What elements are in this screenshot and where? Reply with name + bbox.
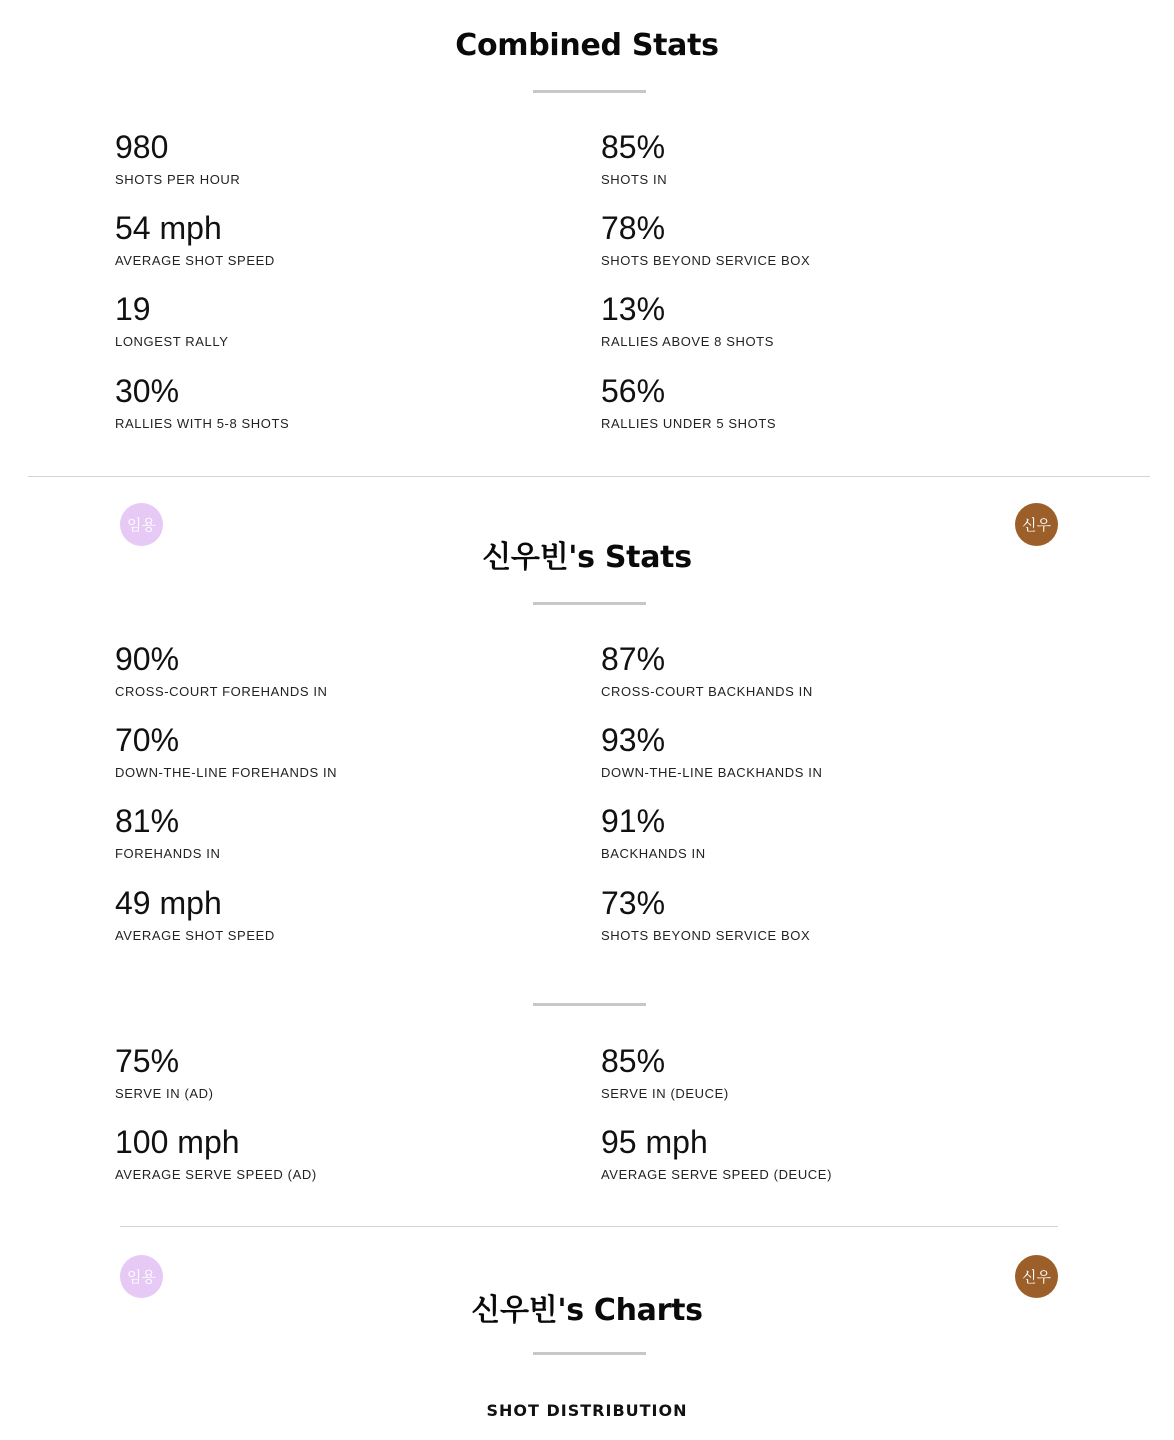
stat-serve-speed-deuce xyxy=(601,1125,1041,1183)
stat-label: SHOTS IN xyxy=(601,172,668,187)
title-underline xyxy=(533,90,646,93)
stat-value: 90% xyxy=(115,641,180,677)
stat-value: 85% xyxy=(601,1043,666,1079)
stat-cross-court-forehands xyxy=(115,642,555,700)
serve-divider xyxy=(533,1003,646,1006)
stat-label: AVERAGE SHOT SPEED xyxy=(115,928,275,943)
stat-label: DOWN-THE-LINE FOREHANDS IN xyxy=(115,765,338,780)
stat-label: SHOTS PER HOUR xyxy=(115,172,241,187)
stat-player-shots-beyond-service-box xyxy=(601,886,1041,944)
stat-value: 100 mph xyxy=(115,1124,240,1160)
stat-value: 70% xyxy=(115,722,180,758)
stat-label: FOREHANDS IN xyxy=(115,846,221,861)
stat-longest-rally xyxy=(115,292,555,350)
stat-value: 30% xyxy=(115,373,180,409)
stat-value: 73% xyxy=(601,885,666,921)
stat-rallies-5-8 xyxy=(115,374,555,432)
avatar-right[interactable]: 신우 xyxy=(1015,503,1058,546)
stat-forehands-in xyxy=(115,804,555,862)
stat-value: 95 mph xyxy=(601,1124,708,1160)
stat-dtl-forehands xyxy=(115,723,555,781)
stat-value: 13% xyxy=(601,291,666,327)
shot-distribution-heading: SHOT DISTRIBUTION xyxy=(486,1401,688,1420)
stat-label: RALLIES ABOVE 8 SHOTS xyxy=(601,334,774,349)
section-divider xyxy=(28,476,1150,477)
stat-value: 93% xyxy=(601,722,666,758)
stat-serve-speed-ad xyxy=(115,1125,555,1183)
stat-value: 54 mph xyxy=(115,210,222,246)
stat-value: 85% xyxy=(601,129,666,165)
stat-backhands-in xyxy=(601,804,1041,862)
stat-average-shot-speed xyxy=(115,211,555,269)
stat-value: 56% xyxy=(601,373,666,409)
stat-dtl-backhands xyxy=(601,723,1041,781)
stat-label: LONGEST RALLY xyxy=(115,334,229,349)
stat-value: 91% xyxy=(601,803,666,839)
stat-label: AVERAGE SHOT SPEED xyxy=(115,253,275,268)
stat-value: 980 xyxy=(115,129,169,165)
stat-label: AVERAGE SERVE SPEED (AD) xyxy=(115,1167,317,1182)
stat-shots-beyond-service-box xyxy=(601,211,1041,269)
stat-value: 87% xyxy=(601,641,666,677)
player-charts-title: 신우빈's Charts xyxy=(471,1293,703,1328)
stat-label: RALLIES UNDER 5 SHOTS xyxy=(601,416,777,431)
stat-label: SERVE IN (DEUCE) xyxy=(601,1086,729,1101)
avatar-left[interactable]: 임용 xyxy=(120,503,163,546)
stat-label: CROSS-COURT BACKHANDS IN xyxy=(601,684,813,699)
stat-shots-in xyxy=(601,130,1041,188)
stat-rallies-above-8 xyxy=(601,292,1041,350)
stat-player-average-shot-speed xyxy=(115,886,555,944)
combined-stats-title: Combined Stats xyxy=(455,28,719,63)
stat-value: 81% xyxy=(115,803,180,839)
stat-rallies-under-5 xyxy=(601,374,1041,432)
avatar-right[interactable]: 신우 xyxy=(1015,1255,1058,1298)
title-underline xyxy=(533,1352,646,1355)
stat-label: SHOTS BEYOND SERVICE BOX xyxy=(601,928,811,943)
stat-label: AVERAGE SERVE SPEED (DEUCE) xyxy=(601,1167,832,1182)
stat-value: 19 xyxy=(115,291,151,327)
stat-label: DOWN-THE-LINE BACKHANDS IN xyxy=(601,765,823,780)
stat-cross-court-backhands xyxy=(601,642,1041,700)
avatar-left[interactable]: 임용 xyxy=(120,1255,163,1298)
stat-label: BACKHANDS IN xyxy=(601,846,706,861)
title-underline xyxy=(533,602,646,605)
stat-shots-per-hour xyxy=(115,130,555,188)
stat-serve-in-deuce xyxy=(601,1044,1041,1102)
stat-label: SERVE IN (AD) xyxy=(115,1086,214,1101)
stat-label: RALLIES WITH 5-8 SHOTS xyxy=(115,416,290,431)
stat-value: 78% xyxy=(601,210,666,246)
player-stats-title: 신우빈's Stats xyxy=(482,540,692,575)
stat-value: 49 mph xyxy=(115,885,222,921)
stat-value: 75% xyxy=(115,1043,180,1079)
stat-label: CROSS-COURT FOREHANDS IN xyxy=(115,684,328,699)
section-divider xyxy=(120,1226,1058,1227)
stat-serve-in-ad xyxy=(115,1044,555,1102)
stat-label: SHOTS BEYOND SERVICE BOX xyxy=(601,253,811,268)
